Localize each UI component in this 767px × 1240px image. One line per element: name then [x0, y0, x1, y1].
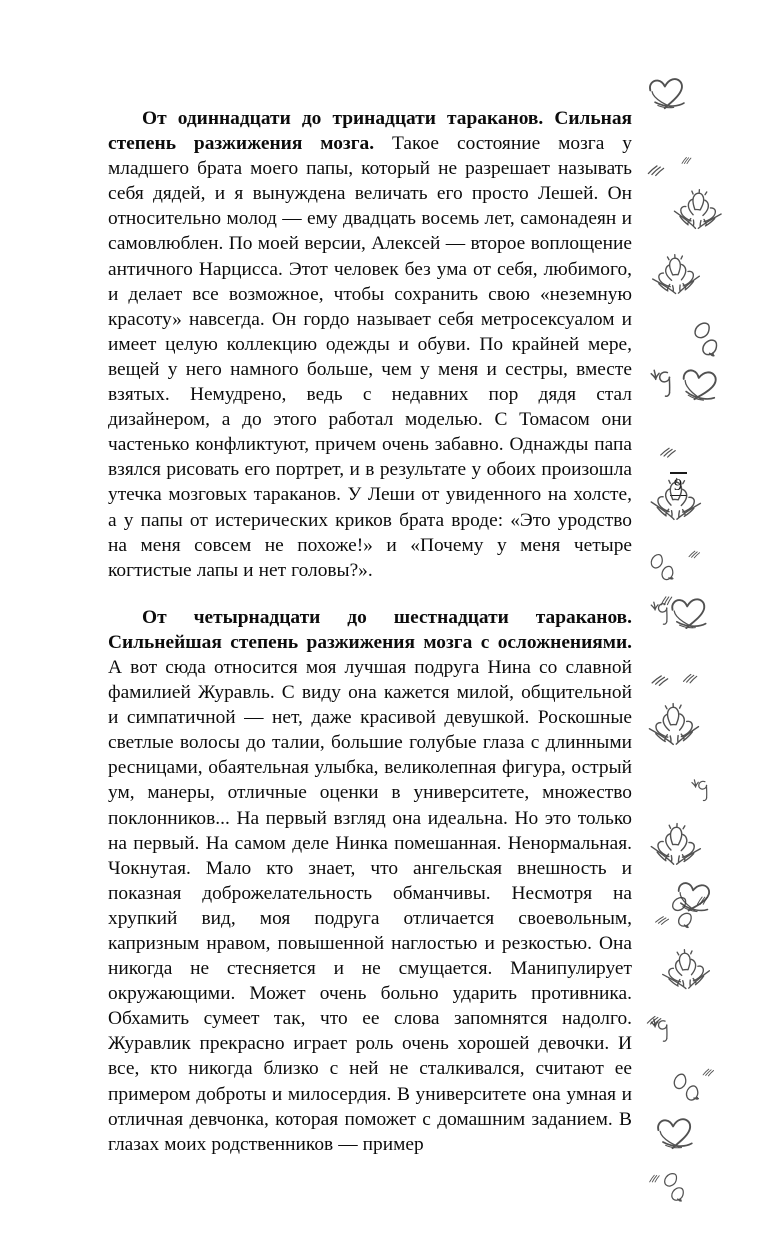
heart-doodle-icon — [676, 366, 725, 410]
sparkle-doodle-icon — [701, 1064, 718, 1079]
text-column — [108, 106, 632, 1157]
pebble-doodle-icon — [668, 1067, 705, 1107]
heart-doodle-icon — [652, 1114, 701, 1158]
margin-ornament-strip — [628, 48, 758, 1198]
sparkle-doodle-icon — [657, 590, 678, 610]
sparkle-doodle-icon — [657, 441, 681, 464]
folio-rule-bottom — [670, 495, 687, 497]
sparkle-doodle-icon — [648, 668, 674, 693]
pebble-doodle-icon — [646, 549, 679, 585]
note-doodle-icon — [689, 776, 716, 803]
flower-doodle-icon — [656, 946, 715, 996]
flower-doodle-icon — [647, 252, 705, 301]
sparkle-doodle-icon — [680, 668, 701, 688]
heart-doodle-icon — [671, 879, 718, 921]
sparkle-doodle-icon — [652, 910, 674, 931]
sparkle-doodle-icon — [646, 1170, 663, 1186]
paragraph-lead-14-16: От четырнадцати до шестнадцати тараканов. Сильнейшая степень разжижения мозга с осложнениями. — [108, 606, 632, 653]
page-number-block — [665, 472, 691, 496]
heart-doodle-icon — [667, 594, 716, 637]
flower-doodle-icon — [668, 186, 727, 236]
flower-doodle-icon — [645, 820, 706, 871]
paragraph-lead-11-13: От одиннадцати до тринадцати тараканов. Сильная степень разжижения мозга. — [108, 108, 632, 155]
pebble-doodle-icon — [664, 892, 702, 933]
note-doodle-icon — [648, 366, 682, 400]
flower-doodle-icon — [644, 701, 704, 751]
sparkle-doodle-icon — [686, 546, 703, 562]
pebble-doodle-icon — [658, 1169, 691, 1205]
pebble-doodle-icon — [687, 317, 727, 360]
page-number: 9 — [673, 474, 683, 494]
paragraph-body-11-13: Такое состояние мозга у младшего брата моего папы, который не разрешает называть себя дядей, и я вынуждена величать его просто Лешей. Он относительно молод — ему двадцать восемь лет, самонадеян и самовлюблен. По моей версии, Алексей — второе воплощение античного Нарцисса. Этот человек без ума от себя, любимого, и делает все возможное, чтобы сохранить свою «неземную красоту» навсегда. Он гордо называет себя метросексуалом и имеет целую коллекцию одежды и обуви. По крайней мере, вещей у него намного больше, чем у меня и сестры, вместе взятых. Немудрено, ведь с недавних пор дядя стал дизайнером, а до этого работал моделью. С Томасом они частенько конфликтуют, причем очень забавно. Однажды папа взялся рисовать его портрет, и в результате у обоих произошла утечка мозговых тараканов. У Леши от увиденного на холсте, а у папы от истерических криков брата вроде: «Это уродство на меня совсем не похоже!» и «Почему у меня четыре когтистые лапы и нет головы?». — [108, 133, 632, 581]
sparkle-doodle-icon — [679, 153, 694, 167]
paragraph-body-14-16: А вот сюда относится моя лучшая подруга Нина со славной фамилией Журавль. С виду она кажется милой, общительной и симпатичной — нет, даже красивой девушкой. Роскошные светлые волосы до талии, большие голубые глаза с длинными ресницами, обаятельная улыбка, великолепная фигура, острый ум, манеры, отличные оценки в университете, множество поклонников... На первый взгляд она идеальна. Но это только на первый. На самом деле Нинка помешанная. Ненормальная. Чокнутая. Мало кто знает, что ангельская внешность и показная доброжелательность обманчивы. Несмотря на хрупкий вид, моя подруга отличается своевольным, капризным нравом, повышенной наглостью и резкостью. Она никогда не стесняется и не смущается. Манипулирует окружающими. Может очень больно ударить противника. Обхамить сумеет так, что ее слова запомнятся надолго. Журавлик прекрасно играет роль очень хорошей девочки. И все, кто никогда близко с ней не сталкивался, считают ее примером доброты и милосердия. В университете она умная и отличная девчонка, которая поможет с домашним заданием. В глазах моих родственников — пример — [108, 656, 632, 1155]
note-doodle-icon — [649, 1016, 678, 1045]
paragraph-14-16 — [108, 605, 632, 1157]
note-doodle-icon — [649, 599, 678, 628]
paragraph-11-13 — [108, 106, 632, 583]
heart-doodle-icon — [644, 74, 694, 119]
sparkle-doodle-icon — [645, 158, 670, 181]
sparkle-doodle-icon — [694, 891, 713, 909]
sparkle-doodle-icon — [644, 1010, 666, 1031]
